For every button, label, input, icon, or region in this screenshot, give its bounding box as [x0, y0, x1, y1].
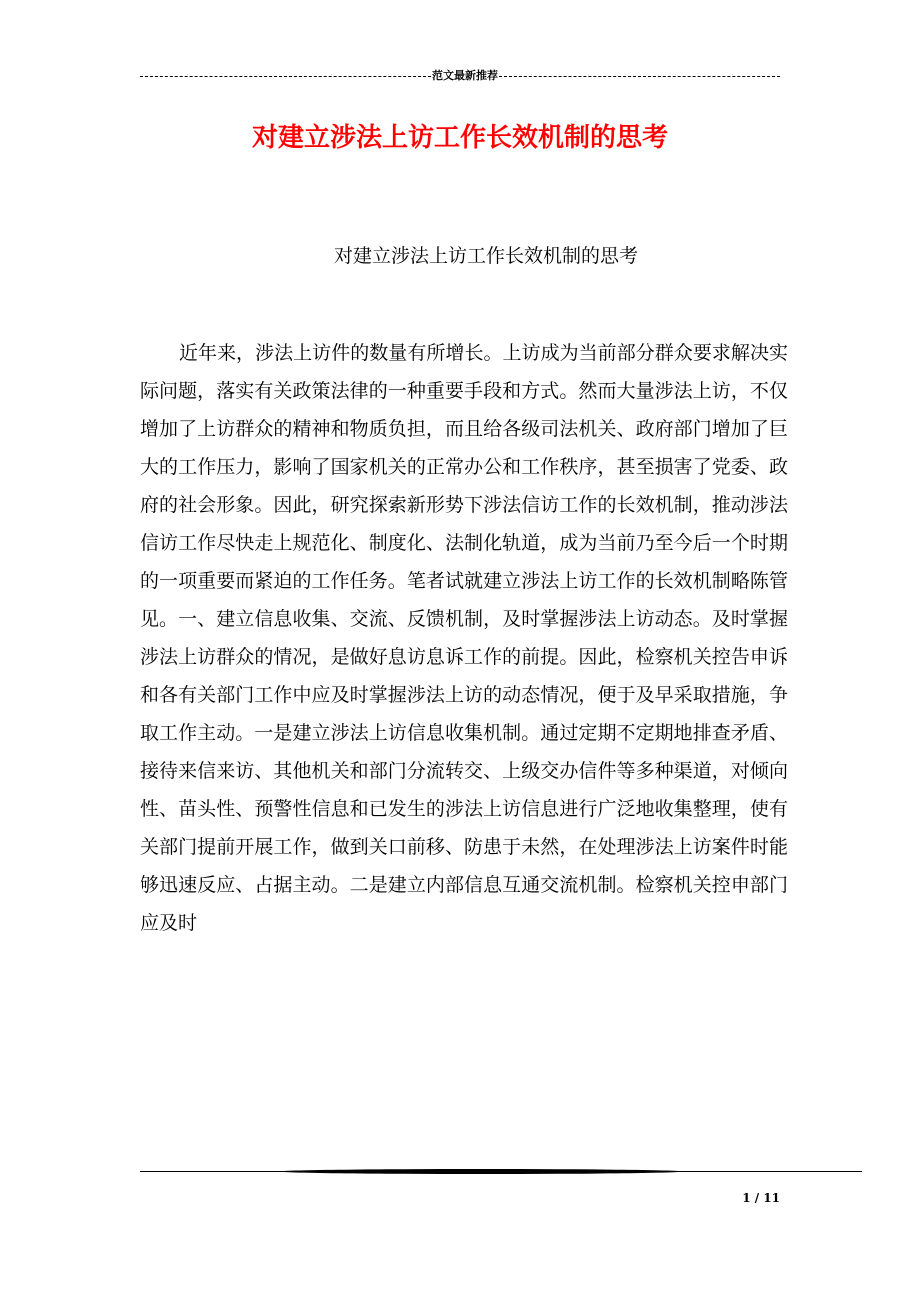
header-dashes-left — [140, 75, 431, 78]
footer-rule-thick-line — [280, 1169, 682, 1174]
header-label: 范文最新推荐 — [432, 69, 498, 82]
footer-rule — [140, 1168, 862, 1176]
document-subtitle: 对建立涉法上访工作长效机制的思考 — [334, 245, 639, 267]
header-dashes-right — [499, 75, 780, 78]
body-paragraph: 近年来，涉法上访件的数量有所增长。上访成为当前部分群众要求解决实际问题，落实有关政策法律的一种重要手段和方式。然而大量涉法上访，不仅增加了上访群众的精神和物质负担，而且给各级司法机关、政府部门增加了巨大的工作压力，影响了国家机关的正常办公和工作秩序，甚至损害了党委、政府的社会形象。因此，研究探索新形势下涉法信访工作的长效机制，推动涉法信访工作尽快走上规范化、制度化、法制化轨道，成为当前乃至今后一个时期的一项重要而紧迫的工作任务。笔者试就建立涉法上访工作的长效机制略陈管见。一、建立信息收集、交流、反馈机制，及时掌握涉法上访动态。及时掌握涉法上访群众的情况，是做好息访息诉工作的前提。因此，检察机关控告申诉和各有关部门工作中应及时掌握涉法上访的动态情况，便于及早采取措施，争取工作主动。一是建立涉法上访信息收集机制。通过定期不定期地排查矛盾、接待来信来访、其他机关和部门分流转交、上级交办信件等多种渠道，对倾向性、苗头性、预警性信息和已发生的涉法上访信息进行广泛地收集整理，使有关部门提前开展工作，做到关口前移、防患于未然，在处理涉法上访案件时能够迅速反应、占据主动。二是建立内部信息互通交流机制。检察机关控申部门应及时 — [140, 342, 788, 934]
document-title: 对建立涉法上访工作长效机制的思考 — [251, 123, 668, 153]
page-number: 1 / 11 — [742, 1191, 780, 1205]
page-header — [140, 68, 780, 84]
